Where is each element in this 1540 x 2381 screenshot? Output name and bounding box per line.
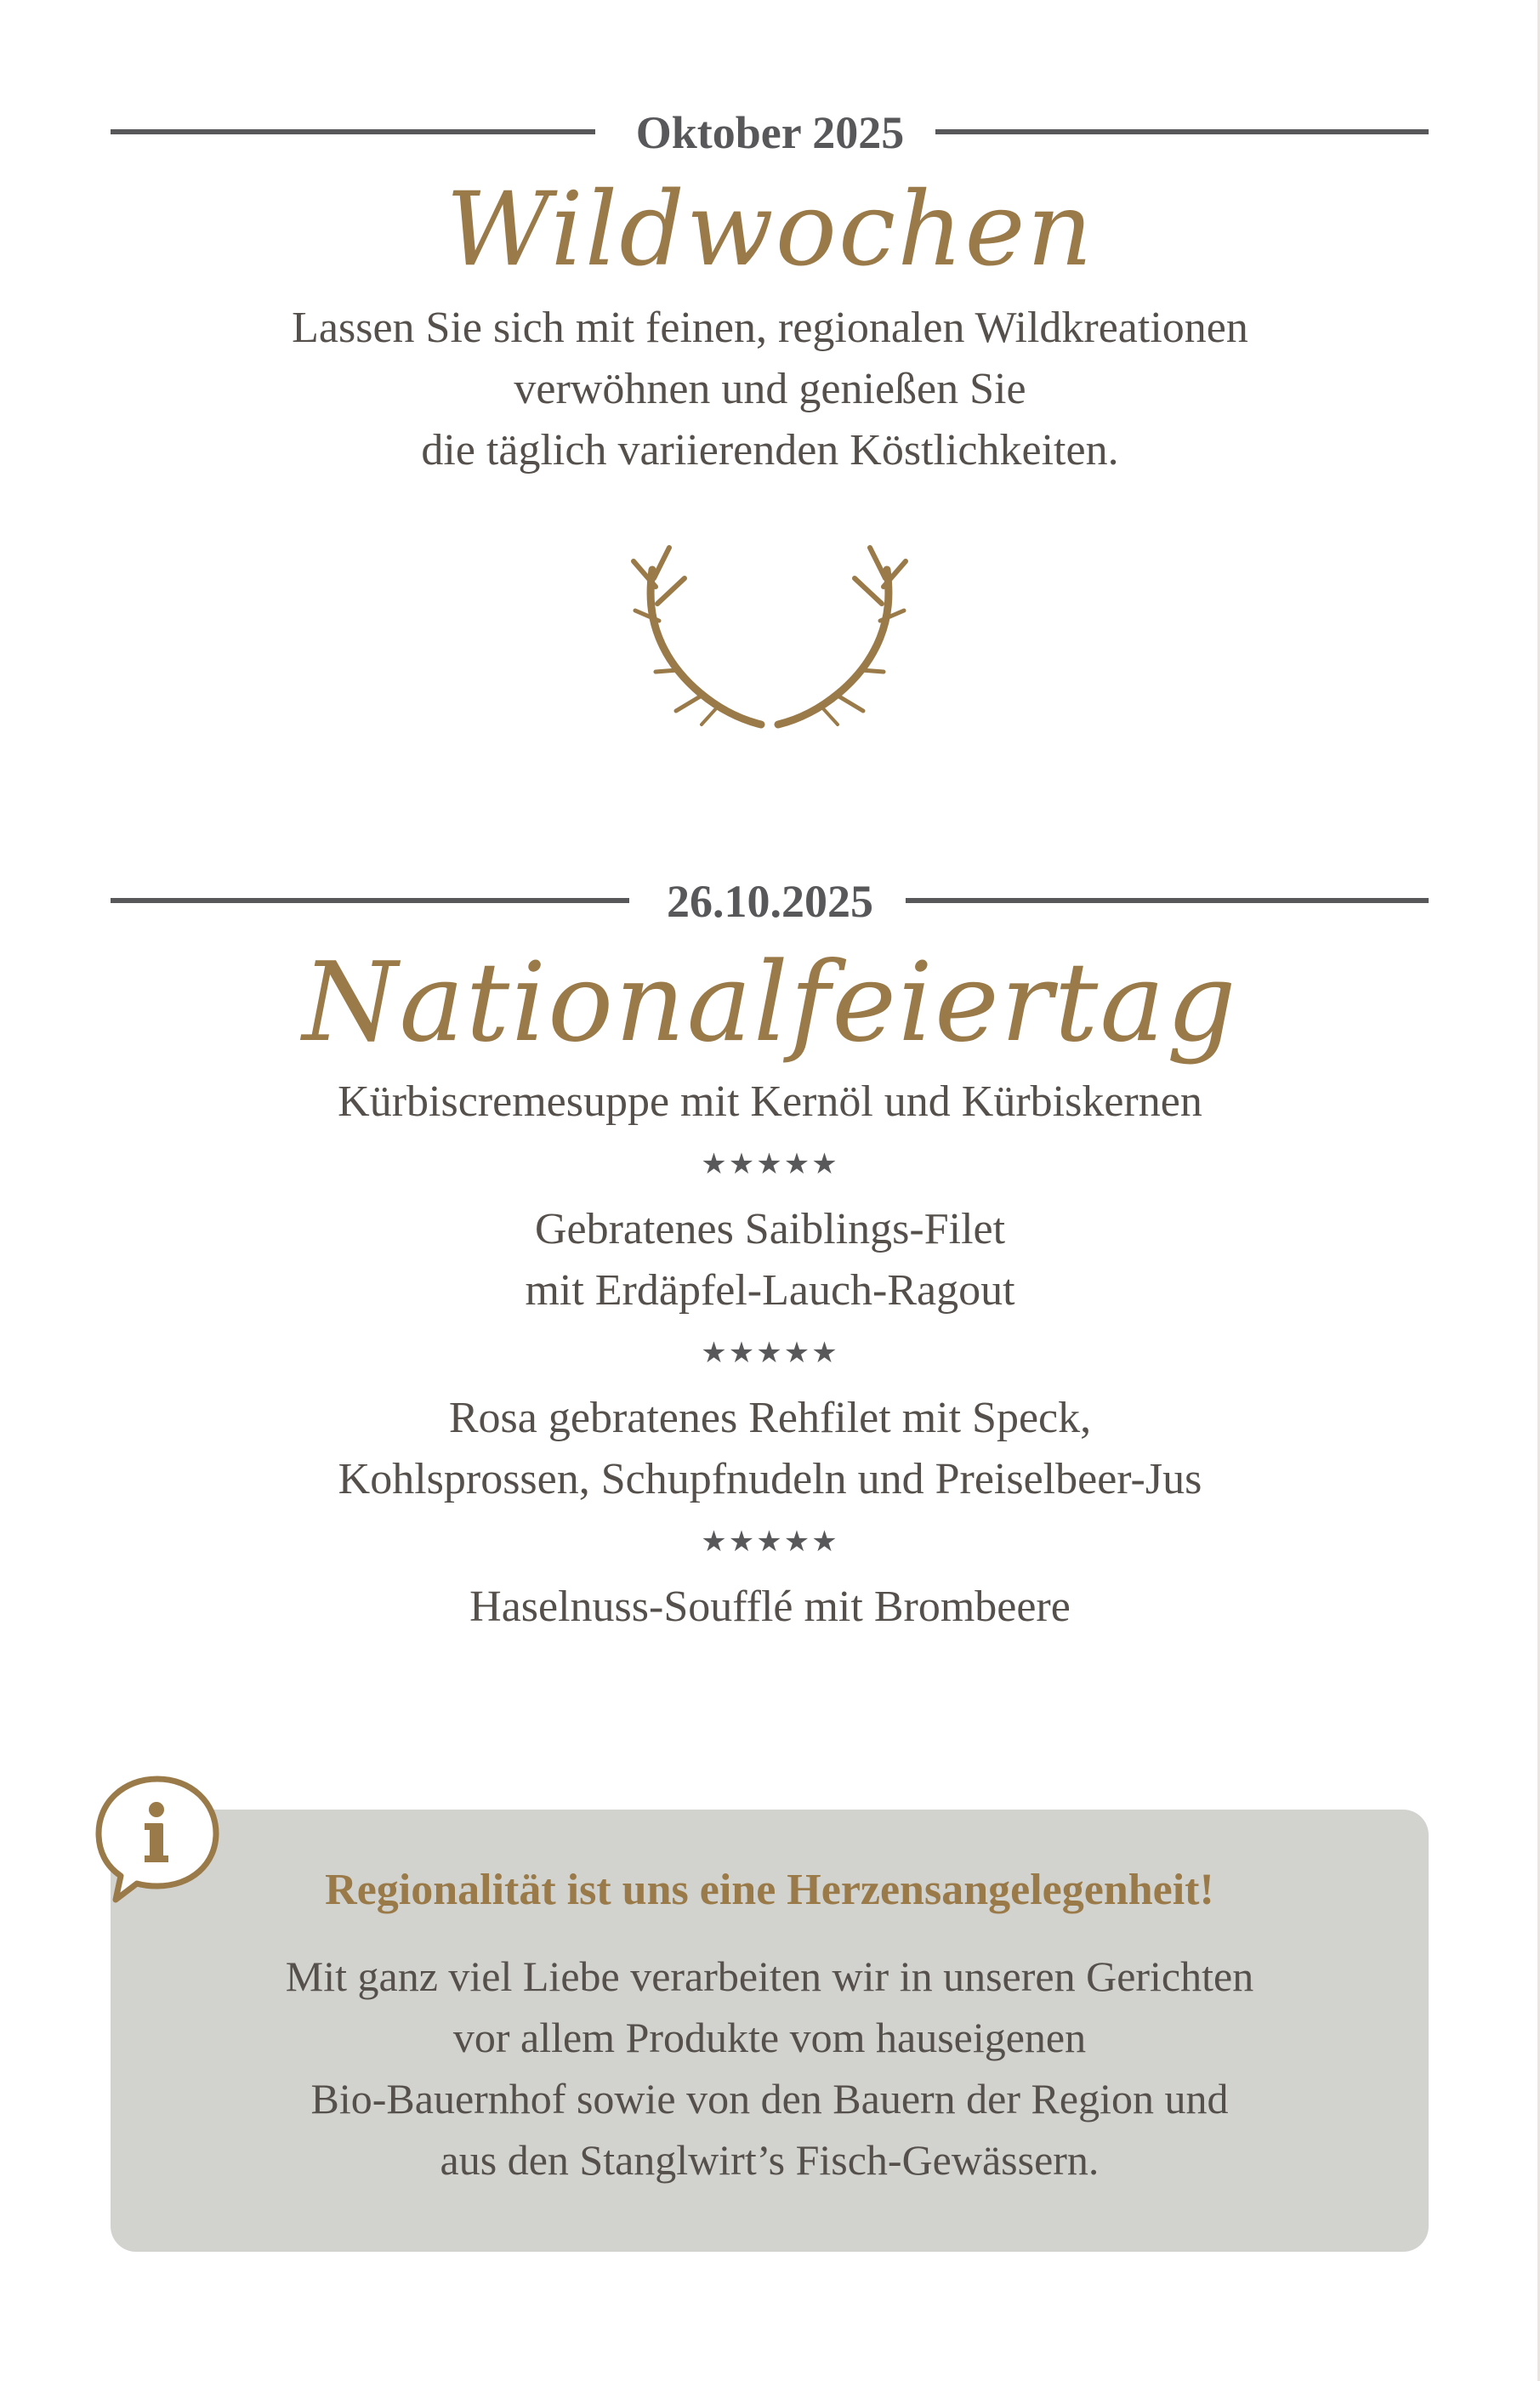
info-heading: Regionalität ist uns eine Herzensangelegenheit! [325, 1866, 1214, 1914]
course-separator: ★★★★★ [701, 1149, 839, 1180]
menu-course-4 [0, 1577, 1540, 1638]
menu-course-1 [0, 1071, 1540, 1133]
info-line: aus den Stanglwirt’s Fisch-Gewässern. [440, 2136, 1100, 2184]
section-title: Wildwochen [446, 171, 1094, 289]
antlers-icon [625, 544, 914, 731]
section-header [0, 867, 1540, 935]
info-bubble-icon [85, 1767, 230, 1912]
menu-line: Kohlsprossen, Schupfnudeln und Preiselbeer-Jus [338, 1455, 1202, 1503]
section-date: 26.10.2025 [667, 876, 873, 927]
intro-line: verwöhnen und genießen Sie [514, 365, 1026, 413]
info-line: vor allem Produkte vom hauseigenen [452, 2014, 1087, 2061]
intro-line: die täglich variierenden Köstlichkeiten. [421, 426, 1119, 474]
intro-text [0, 298, 1540, 481]
info-box [111, 1810, 1429, 2252]
menu-line: Kürbiscremesuppe mit Kernöl und Kürbiskernen [338, 1077, 1202, 1126]
section-wildwochen [0, 99, 1540, 481]
course-separator: ★★★★★ [701, 1526, 839, 1558]
menu-line: Rosa gebratenes Rehfilet mit Speck, [448, 1394, 1092, 1442]
section-date: Oktober 2025 [635, 107, 905, 158]
menu-line: Haselnuss-Soufflé mit Brombeere [469, 1583, 1071, 1631]
course-separator: ★★★★★ [701, 1338, 839, 1369]
section-nationalfeiertag [0, 867, 1540, 1638]
info-line: Mit ganz viel Liebe verarbeiten wir in unseren Gerichten [285, 1952, 1254, 2000]
info-text [111, 1946, 1429, 2191]
section-title: Nationalfeiertag [302, 940, 1238, 1066]
section-header [0, 99, 1540, 167]
info-line: Bio-Bauernhof sowie von den Bauern der Region und [310, 2075, 1229, 2122]
menu-line: mit Erdäpfel-Lauch-Ragout [525, 1266, 1015, 1315]
menu-course-3 [0, 1388, 1540, 1510]
menu-line: Gebratenes Saiblings-Filet [534, 1205, 1006, 1253]
menu-course-2 [0, 1199, 1540, 1321]
intro-line: Lassen Sie sich mit feinen, regionalen Wildkreationen [292, 304, 1248, 352]
